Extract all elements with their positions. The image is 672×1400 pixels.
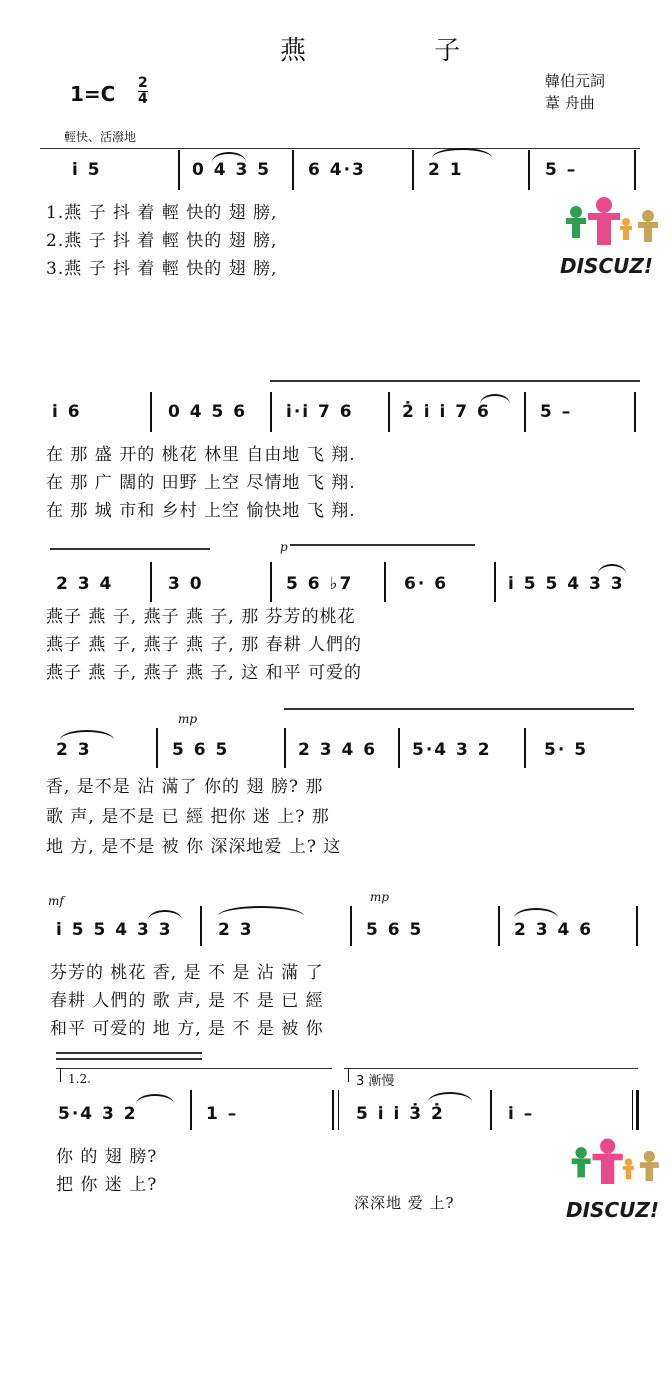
row1-measure3: 6 4·3 [308,160,366,180]
row1-lyric-verse3: 3.燕 子 抖 着 輕 快的 翅 膀, [46,259,278,279]
discuz-watermark-text-2: DISCUZ! [566,1198,659,1222]
row3-measure3: 5 6 ♭7 [286,574,354,594]
row4-measure5: 5· 5 [544,740,589,760]
row1-measure1: i̇ 5 [72,160,102,180]
row1-measure4: 2 1 [428,160,464,180]
composer-credit: 葦 舟曲 [545,94,595,112]
discuz-watermark-logo [560,196,672,280]
discuz-watermark-text: DISCUZ! [560,254,653,278]
row5-lyric-verse2: 春耕 人們的 歌 声, 是 不 是 已 經 [50,991,324,1011]
row1-lyric-verse2: 2.燕 子 抖 着 輕 快的 翅 膀, [46,231,278,251]
row5-measure1: i̇ 5 5 4 3 3 [56,920,173,940]
song-title: 燕 子 [280,36,521,66]
time-signature [138,76,148,107]
row5-measure4: 2 3 4 6 [514,920,594,940]
row4-lyric-verse1: 香, 是不是 沾 滿了 你的 翅 膀? 那 [46,777,324,797]
time-sig-top: 2 [138,75,148,91]
first-ending-label: 1.2. [68,1072,91,1086]
row3-measure1: 2 3 4 [56,574,114,594]
row6-lyric-verse1: 你 的 翅 膀? [56,1147,158,1167]
dynamic-mf: mf [48,894,64,908]
row4-measure4: 5·4 3 2 [412,740,492,760]
row2-measure5: 5 – [540,402,573,422]
row4-lyric-verse2: 歌 声, 是不是 已 經 把你 迷 上? 那 [46,807,330,827]
row3-measure5: i̇ 5 5 4 3 3 [508,574,625,594]
row2-lyric-verse3: 在 那 城 市和 乡村 上空 愉快地 飞 翔. [46,501,356,521]
row2-lyric-verse2: 在 那 广 闊的 田野 上空 尽情地 飞 翔. [46,473,356,493]
row4-measure3: 2 3 4 6 [298,740,378,760]
row5-lyric-verse3: 和平 可爱的 地 方, 是 不 是 被 你 [50,1019,324,1039]
row3-lyric-verse2: 燕子 燕 子, 燕子 燕 子, 那 春耕 人們的 [46,635,363,655]
tempo-marking: 輕快、活潑地 [64,130,137,144]
row6-lyric-verse3: 深深地 爱 上? [354,1194,455,1212]
third-ending-label: 3 漸慢 [356,1074,395,1089]
dynamic-mp-1: mp [178,712,198,726]
people-icon-2 [566,1136,672,1196]
row4-measure2: 5 6 5 [172,740,230,760]
row5-lyric-verse1: 芬芳的 桃花 香, 是 不 是 沾 滿 了 [50,963,324,983]
row6-lyric-verse2: 把 你 迷 上? [56,1175,158,1195]
row1-measure2: 0 4 3 5 [192,160,272,180]
row5-measure2: 2 3 [218,920,254,940]
row3-measure4: 6· 6 [404,574,449,594]
dynamic-p: p [280,540,288,554]
row2-measure3: i̇·i̇ 7 6 [286,402,354,422]
key-signature: 1=C [70,82,116,106]
row3-lyric-verse3: 燕子 燕 子, 燕子 燕 子, 这 和平 可爱的 [46,663,363,683]
row6-measure1: 5·4 3 2 [58,1104,138,1124]
row6-measure2: 1 – [206,1104,239,1124]
row1-lyric-verse1: 1.燕 子 抖 着 輕 快的 翅 膀, [46,203,278,223]
row1-measure5: 5 – [545,160,578,180]
row6-measure4: i̇ – [508,1104,535,1124]
row3-measure2: 3 0 [168,574,204,594]
people-icon [560,196,672,256]
row6-measure3: 5 i̇ i̇ 3̇ 2̇ [356,1104,445,1124]
dynamic-mp-2: mp [370,890,390,904]
row2-measure2: 0 4 5 6 [168,402,248,422]
row3-lyric-verse1: 燕子 燕 子, 燕子 燕 子, 那 芬芳的桃花 [46,607,356,627]
row2-lyric-verse1: 在 那 盛 开的 桃花 林里 自由地 飞 翔. [46,445,356,465]
row2-measure4: 2̇ i̇ i̇ 7 6 [402,402,491,422]
row4-measure1: 2 3 [56,740,92,760]
row2-measure1: i̇ 6 [52,402,82,422]
row4-lyric-verse3: 地 方, 是不是 被 你 深深地爱 上? 这 [46,837,342,857]
discuz-watermark-logo-2 [566,1136,672,1226]
row5-measure3: 5 6 5 [366,920,424,940]
time-sig-bottom: 4 [138,91,148,107]
lyricist-credit: 韓伯元詞 [545,72,606,90]
